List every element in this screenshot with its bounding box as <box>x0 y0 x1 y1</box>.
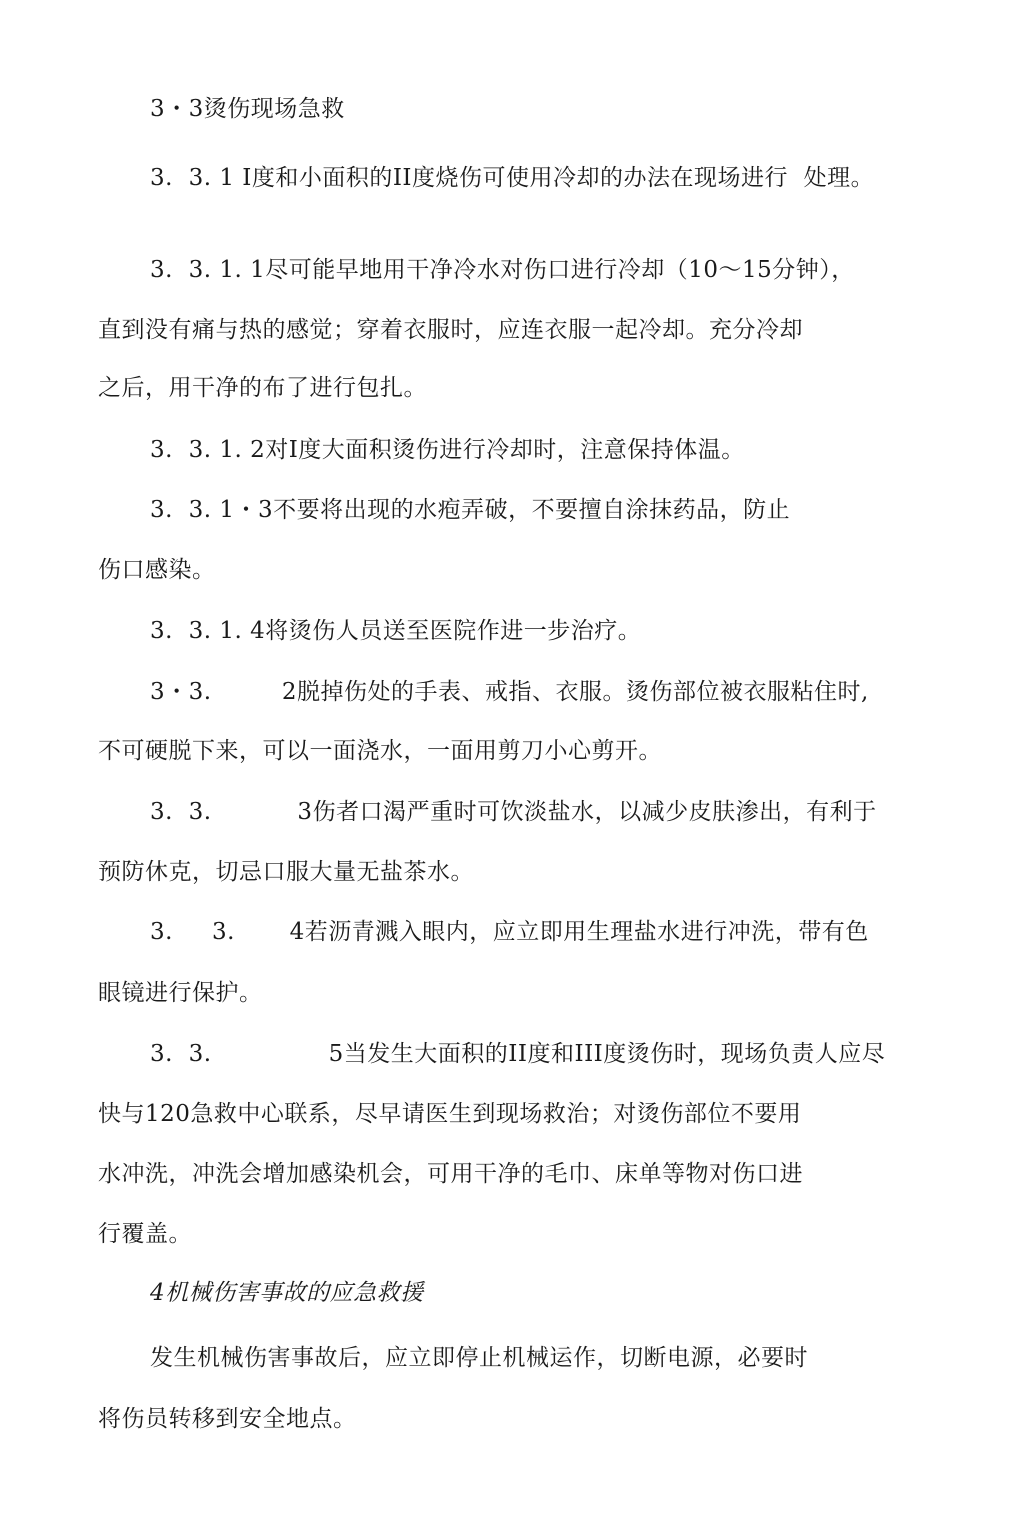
paragraph-3-3-2: 3・3. 2脱掉伤处的手表、戒指、衣服。烫伤部位被衣服粘住时, <box>150 679 869 705</box>
paragraph-line: 伤口感染。 <box>98 557 216 583</box>
paragraph-3-3-1-1: 3. 3. 1. 1尽可能早地用干净冷水对伤口进行冷却（10～15分钟）， <box>150 257 855 283</box>
paragraph-line: 行覆盖。 <box>98 1221 192 1247</box>
paragraph-line: 眼镜进行保护。 <box>98 980 263 1006</box>
section-heading-3-3: 3・3烫伤现场急救 <box>150 96 345 122</box>
paragraph-3-3-3: 3. 3. 3伤者口渴严重时可饮淡盐水，以减少皮肤渗出，有利于 <box>150 799 877 825</box>
paragraph-3-3-1: 3. 3. 1 I度和小面积的II度烧伤可使用冷却的办法在现场进行 处理。 <box>150 165 875 191</box>
paragraph-line: 将伤员转移到安全地点。 <box>98 1406 357 1432</box>
paragraph-3-3-1-4: 3. 3. 1. 4将烫伤人员送至医院作进一步治疗。 <box>150 618 642 644</box>
paragraph-3-3-4: 3. 3. 4若沥青溅入眼内，应立即用生理盐水进行冲洗，带有色 <box>150 919 869 945</box>
paragraph-line: 之后，用干净的布了进行包扎。 <box>98 375 427 401</box>
paragraph-3-3-1-3: 3. 3. 1・3不要将出现的水疱弄破，不要擅自涂抹药品，防止 <box>150 497 791 523</box>
paragraph-line: 水冲洗，冲洗会增加感染机会，可用干净的毛巾、床单等物对伤口进 <box>98 1161 803 1187</box>
paragraph-line: 不可硬脱下来，可以一面浇水，一面用剪刀小心剪开。 <box>98 738 662 764</box>
paragraph-line: 直到没有痛与热的感觉；穿着衣服时，应连衣服一起冷却。充分冷却 <box>98 317 803 343</box>
section-heading-4: 4机械伤害事故的应急救援 <box>150 1280 424 1306</box>
paragraph-3-3-1-2: 3. 3. 1. 2对I度大面积烫伤进行冷却时，注意保持体温。 <box>150 437 745 463</box>
paragraph-line: 快与120急救中心联系，尽早请医生到现场救治；对烫伤部位不要用 <box>98 1101 802 1127</box>
paragraph-3-3-5: 3. 3. 5当发生大面积的II度和III度烫伤时，现场负责人应尽 <box>150 1041 886 1067</box>
paragraph-line: 预防休克，切忌口服大量无盐茶水。 <box>98 859 474 885</box>
paragraph-4: 发生机械伤害事故后，应立即停止机械运作，切断电源，必要时 <box>150 1345 808 1371</box>
